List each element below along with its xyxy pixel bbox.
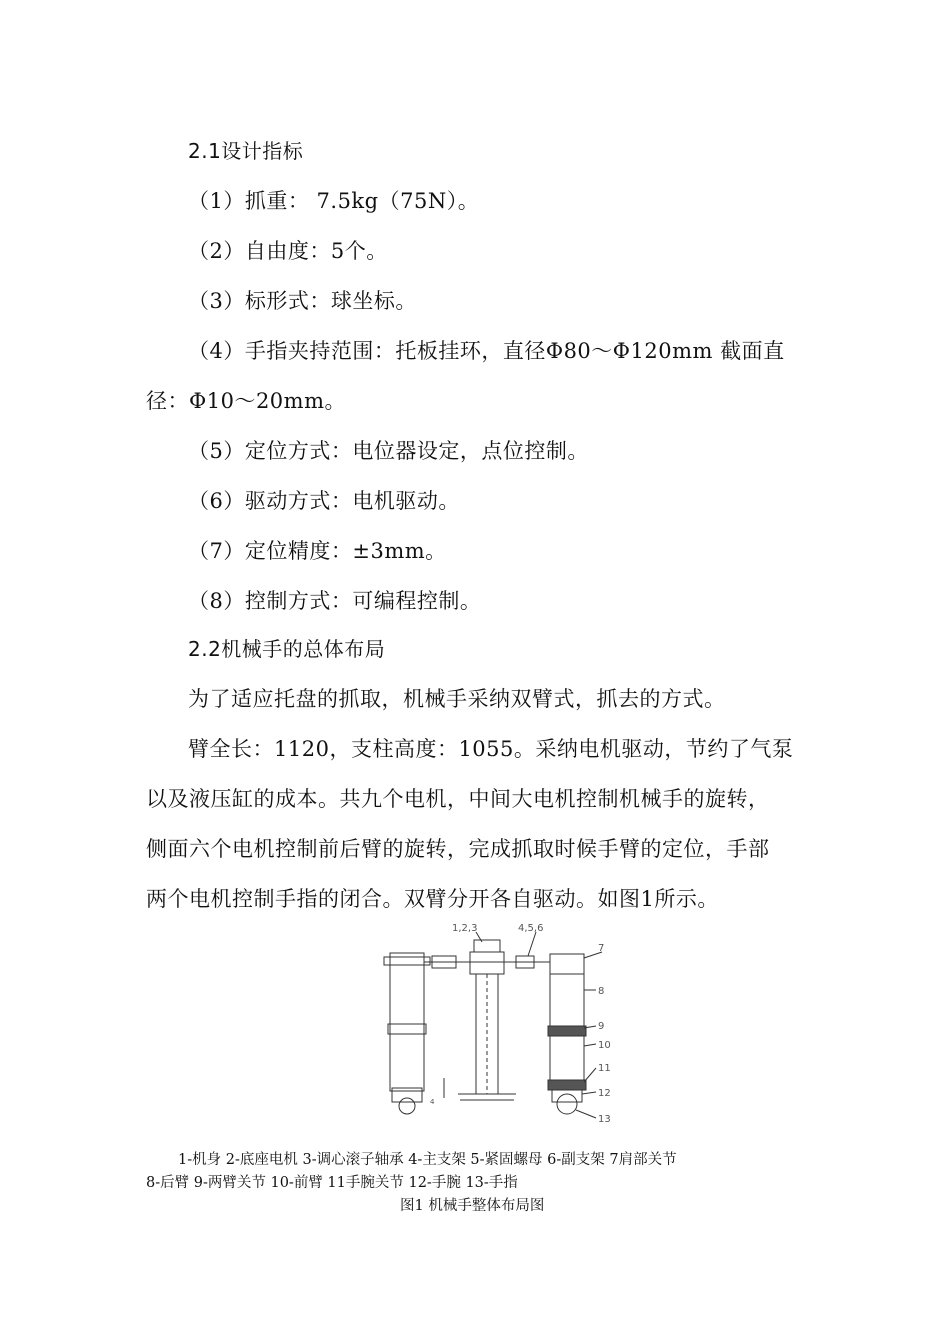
figure-legend-line-2: 8-后臂 9-两臂关节 10-前臂 11手腕关节 12-手腕 13-手指 bbox=[146, 1175, 518, 1191]
layout-paragraph-2-line-2: 以及液压缸的成本。共九个电机，中间大电机控制机械手的旋转， bbox=[146, 787, 770, 811]
finger bbox=[557, 1094, 577, 1114]
arm-joint bbox=[548, 1026, 586, 1036]
bearing-seat bbox=[474, 940, 500, 952]
figure-caption: 图1 机械手整体布局图 bbox=[400, 1198, 545, 1214]
label-small-4: 4 bbox=[430, 1098, 435, 1106]
spec-item-7: （7）定位精度：±3mm。 bbox=[188, 539, 447, 563]
left-arm-body bbox=[390, 953, 424, 1091]
label-7: 7 bbox=[598, 943, 605, 954]
left-hand bbox=[392, 1088, 422, 1102]
spec-item-6: （6）驱动方式：电机驱动。 bbox=[188, 489, 460, 513]
layout-paragraph-2-line-3: 侧面六个电机控制前后臂的旋转，完成抓取时候手臂的定位，手部 bbox=[146, 837, 770, 861]
wrist bbox=[552, 1090, 582, 1102]
layout-paragraph-2-line-1: 臂全长：1120，支柱高度：1055。采纳电机驱动，节约了气泵 bbox=[188, 737, 794, 761]
layout-paragraph-2-line-4: 两个电机控制手指的闭合。双臂分开各自驱动。如图1所示。 bbox=[146, 887, 719, 911]
spec-item-5: （5）定位方式：电位器设定，点位控制。 bbox=[188, 439, 589, 463]
label-13: 13 bbox=[598, 1114, 611, 1125]
shoulder-joint bbox=[550, 954, 584, 974]
leader-10 bbox=[584, 1044, 596, 1046]
rear-arm bbox=[550, 974, 584, 1032]
label-4-5-6: 4,5,6 bbox=[518, 923, 544, 934]
layout-paragraph-1: 为了适应托盘的抓取，机械手采纳双臂式，抓去的方式。 bbox=[188, 687, 726, 711]
leader-13 bbox=[576, 1110, 596, 1118]
spec-item-3: （3）标形式：球坐标。 bbox=[188, 289, 417, 313]
label-8: 8 bbox=[598, 986, 605, 997]
label-11: 11 bbox=[598, 1063, 611, 1074]
base-motor-housing bbox=[470, 952, 504, 974]
label-9: 9 bbox=[598, 1021, 605, 1032]
figure-legend-line-1: 1-机身 2-底座电机 3-调心滚子轴承 4-主支架 5-紧固螺母 6-副支架 7肩部关节 bbox=[178, 1152, 677, 1168]
spec-item-1: （1）抓重： 7.5kg（75N）。 bbox=[188, 189, 480, 213]
wrist-joint bbox=[548, 1080, 586, 1090]
leader-12 bbox=[582, 1092, 596, 1094]
spec-item-4-continued: 径：Φ10～20mm。 bbox=[146, 389, 346, 413]
section-heading-2-1: 2.1设计指标 bbox=[188, 139, 304, 163]
label-12: 12 bbox=[598, 1088, 611, 1099]
spec-item-2: （2）自由度：5个。 bbox=[188, 239, 388, 263]
left-elbow-band bbox=[388, 1024, 426, 1034]
section-heading-2-2: 2.2机械手的总体布局 bbox=[188, 637, 386, 661]
left-shoulder-band bbox=[384, 957, 430, 965]
left-finger bbox=[399, 1098, 415, 1114]
spec-item-4: （4）手指夹持范围：托板挂环，直径Φ80～Φ120mm 截面直 bbox=[188, 339, 785, 363]
manipulator-layout-drawing bbox=[378, 918, 618, 1130]
spec-item-8: （8）控制方式：可编程控制。 bbox=[188, 589, 482, 613]
front-arm bbox=[550, 1036, 584, 1082]
label-1-2-3: 1,2,3 bbox=[452, 923, 478, 934]
leader-4-5-6 bbox=[528, 932, 536, 956]
label-10: 10 bbox=[598, 1040, 611, 1051]
leader-11 bbox=[584, 1068, 596, 1082]
